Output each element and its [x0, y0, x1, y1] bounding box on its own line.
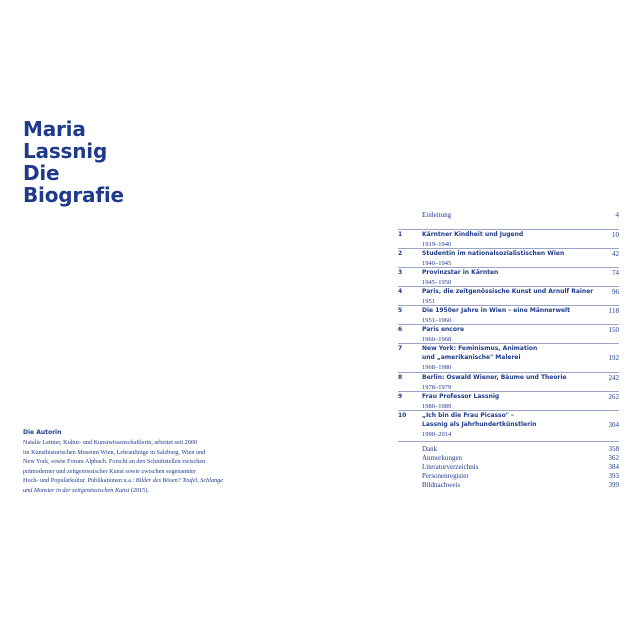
toc-label: Personenregister: [422, 472, 469, 480]
toc-page-number: 150: [608, 326, 619, 334]
toc-chapter-row: [398, 249, 619, 259]
toc-chapter-row: [398, 268, 619, 278]
chapter-title: Studentin im nationalsozialistischen Wien: [422, 250, 565, 257]
chapter-years: 1968–1980: [422, 364, 452, 371]
chapter-years: 1990–2014: [422, 431, 452, 438]
bio-line: New York, sowie Forum Alpbach. Forscht an den Schnittstellen zwischen: [23, 458, 206, 466]
title-line: Lassnig: [23, 139, 108, 163]
toc-page-number: 74: [612, 269, 619, 277]
toc-chapter-row: [398, 373, 619, 383]
bio-line: [23, 476, 263, 486]
chapter-title: Berlin: Oswald Wiener, Bäume und Theorie: [422, 374, 567, 381]
chapter-number: 9: [398, 393, 403, 400]
toc-chapter-row: [398, 230, 619, 240]
bio-line: Natalie Lettner, Kultur- und Kunstwissenschaftlerin, arbeitet seit 2000: [23, 439, 198, 446]
chapter-title: Paris encore: [422, 326, 465, 333]
toc-label: Einleitung: [422, 211, 452, 219]
chapter-title: „Ich bin die Frau Picasso" –: [422, 412, 514, 419]
bio-text: Hoch- und Populärkultur. Publikationen u.a.:: [23, 477, 136, 485]
toc-page-number: 393: [608, 472, 619, 480]
toc-back-entry: [398, 480, 619, 490]
toc-chapter-row: [398, 306, 619, 316]
toc-page-number: 96: [612, 288, 619, 296]
toc-page-number: 118: [608, 307, 619, 315]
chapter-years: 1978–1979: [422, 384, 452, 391]
toc-page-number: 304: [608, 421, 619, 429]
divider: [398, 441, 619, 442]
title-line: Maria: [23, 117, 86, 141]
toc-page-number: 362: [608, 454, 619, 462]
toc-entry-intro: [398, 210, 619, 220]
title-line: Biografie: [23, 183, 124, 207]
bio-line: im Kunsthistorischen Museum Wien, Lehraufträge in Salzburg, Wien und: [23, 448, 206, 456]
toc-chapter-row: [398, 287, 619, 297]
chapter-title: Provinzstar in Kärnten: [422, 269, 499, 276]
chapter-number: 3: [398, 269, 403, 276]
toc-chapter-row-continued: [398, 420, 619, 430]
chapter-number: 6: [398, 326, 403, 333]
toc-label: Bildnachweis: [422, 481, 461, 489]
toc-page-number: 42: [612, 250, 619, 258]
chapter-number: 10: [398, 412, 407, 419]
bio-text: (2015).: [129, 486, 149, 494]
chapter-title-line2: und „amerikanische" Malerei: [422, 354, 521, 361]
chapter-number: 2: [398, 250, 403, 257]
chapter-number: 8: [398, 374, 403, 381]
author-section: [23, 429, 263, 496]
toc-chapter-row: [398, 392, 619, 402]
chapter-number: 5: [398, 307, 403, 314]
chapter-title: New York: Feminismus, Animation: [422, 345, 538, 352]
toc-label: Anmerkungen: [422, 454, 463, 462]
bio-italic-text: Bilder des Bösen? Teufel, Schlange: [135, 477, 223, 485]
chapter-number: 4: [398, 288, 403, 295]
chapter-years: 1951–1960: [422, 317, 452, 324]
toc-page-number: 262: [608, 393, 619, 401]
chapter-years: 1940–1945: [422, 260, 452, 267]
toc-page-number: 399: [608, 481, 619, 489]
chapter-years: 1945–1950: [422, 279, 452, 286]
chapter-years: 1919–1940: [422, 241, 452, 248]
toc-page-number: 384: [608, 463, 619, 471]
chapter-title: Kärntner Kindheit und Jugend: [422, 231, 524, 238]
toc-page-number: 10: [612, 231, 619, 239]
chapter-years: 1980–1989: [422, 403, 452, 410]
chapter-years: 1960–1968: [422, 336, 452, 343]
bio-italic-text: und Monster in der zeitgenössischen Kunst: [23, 486, 130, 494]
toc-page-number: 4: [615, 211, 619, 219]
chapter-number: 7: [398, 345, 403, 352]
toc-chapter-row-continued: [398, 353, 619, 363]
author-heading: Die Autorin: [23, 429, 62, 436]
bio-line: [23, 486, 263, 496]
chapter-title: Frau Professor Lassnig: [422, 393, 500, 400]
chapter-title-line2: Lassnig als Jahrhundertkünstlerin: [422, 421, 537, 428]
toc-page-number: 242: [608, 374, 619, 382]
author-bio: [23, 438, 263, 496]
title-line: Die: [23, 161, 60, 185]
book-title: [23, 118, 124, 206]
chapter-title: Die 1950er Jahre in Wien – eine Männerwelt: [422, 307, 570, 314]
chapter-number: 1: [398, 231, 403, 238]
toc-label: Literaturverzeichnis: [422, 463, 479, 471]
chapter-title: Paris, die zeitgenössische Kunst und Arnulf Rainer: [422, 288, 594, 295]
toc-page-number: 192: [608, 354, 619, 362]
toc-chapter-row: [398, 325, 619, 335]
toc-label: Dank: [422, 445, 438, 453]
bio-line: prämoderner und zeitgenössischer Kunst sowie zwischen sogenannter: [23, 467, 196, 475]
toc-page-number: 358: [608, 445, 619, 453]
chapter-years: 1951: [422, 298, 435, 305]
